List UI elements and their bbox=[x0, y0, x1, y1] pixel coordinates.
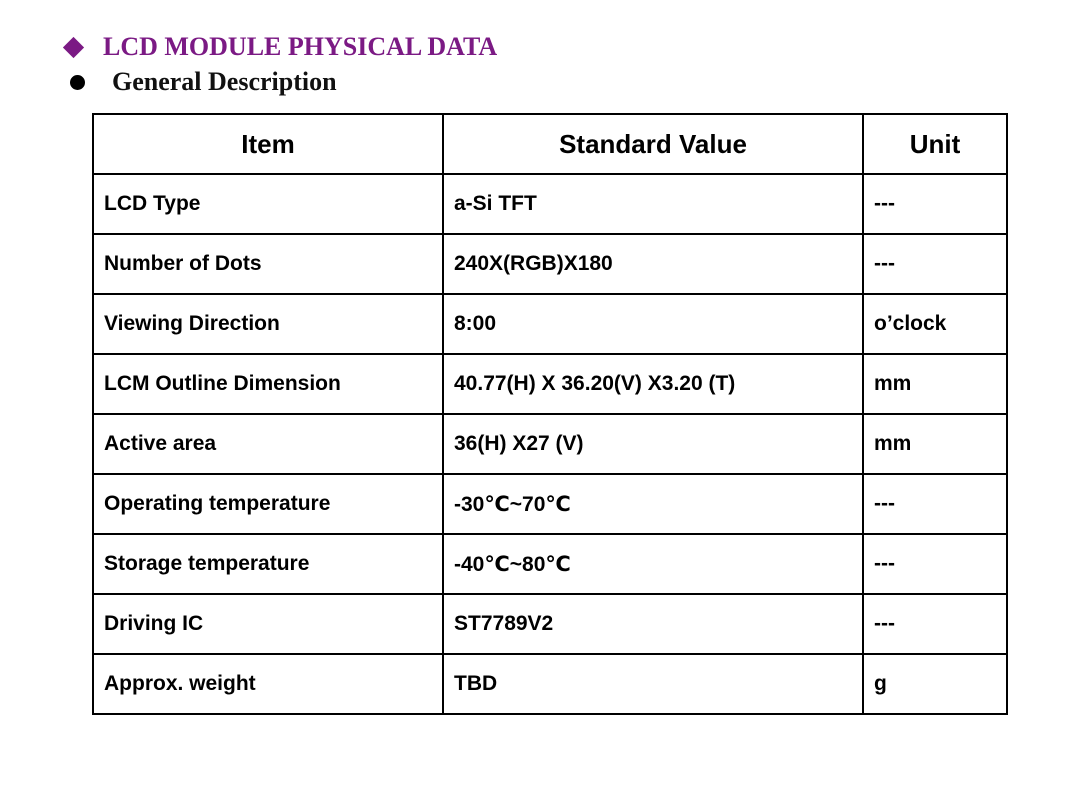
cell-unit: --- bbox=[863, 234, 1007, 294]
section-subtitle-text: General Description bbox=[112, 67, 337, 96]
cell-unit: mm bbox=[863, 354, 1007, 414]
table-row bbox=[93, 474, 1007, 534]
cell-unit: --- bbox=[863, 174, 1007, 234]
cell-item: Viewing Direction bbox=[93, 294, 443, 354]
general-description-table bbox=[92, 113, 1008, 715]
table-row bbox=[93, 594, 1007, 654]
cell-value: a-Si TFT bbox=[443, 174, 863, 234]
cell-unit: --- bbox=[863, 534, 1007, 594]
table-row bbox=[93, 234, 1007, 294]
cell-unit: --- bbox=[863, 474, 1007, 534]
cell-item: LCD Type bbox=[93, 174, 443, 234]
cell-value: -40℃~80℃ bbox=[443, 534, 863, 594]
table-row bbox=[93, 294, 1007, 354]
section-title-text: LCD MODULE PHYSICAL DATA bbox=[103, 32, 498, 61]
table-header-row bbox=[93, 114, 1007, 174]
cell-unit: o’clock bbox=[863, 294, 1007, 354]
section-title bbox=[62, 30, 497, 64]
table-row bbox=[93, 174, 1007, 234]
cell-item: Number of Dots bbox=[93, 234, 443, 294]
header-unit: Unit bbox=[863, 114, 1007, 174]
cell-item: Operating temperature bbox=[93, 474, 443, 534]
cell-value: 240X(RGB)X180 bbox=[443, 234, 863, 294]
cell-unit: --- bbox=[863, 594, 1007, 654]
cell-item: Active area bbox=[93, 414, 443, 474]
cell-item: Approx. weight bbox=[93, 654, 443, 714]
cell-item: Driving IC bbox=[93, 594, 443, 654]
cell-value: ST7789V2 bbox=[443, 594, 863, 654]
cell-value: 40.77(H) X 36.20(V) X3.20 (T) bbox=[443, 354, 863, 414]
circle-bullet-icon bbox=[70, 75, 85, 90]
header-item: Item bbox=[93, 114, 443, 174]
diamond-bullet-icon bbox=[63, 36, 84, 57]
section-subtitle bbox=[70, 65, 337, 99]
table-row bbox=[93, 654, 1007, 714]
cell-item: Storage temperature bbox=[93, 534, 443, 594]
cell-value: -30℃~70℃ bbox=[443, 474, 863, 534]
cell-value: 8:00 bbox=[443, 294, 863, 354]
header-standard-value: Standard Value bbox=[443, 114, 863, 174]
cell-unit: mm bbox=[863, 414, 1007, 474]
table-row bbox=[93, 414, 1007, 474]
table-row bbox=[93, 534, 1007, 594]
table-row bbox=[93, 354, 1007, 414]
cell-item: LCM Outline Dimension bbox=[93, 354, 443, 414]
cell-value: TBD bbox=[443, 654, 863, 714]
cell-unit: g bbox=[863, 654, 1007, 714]
cell-value: 36(H) X27 (V) bbox=[443, 414, 863, 474]
